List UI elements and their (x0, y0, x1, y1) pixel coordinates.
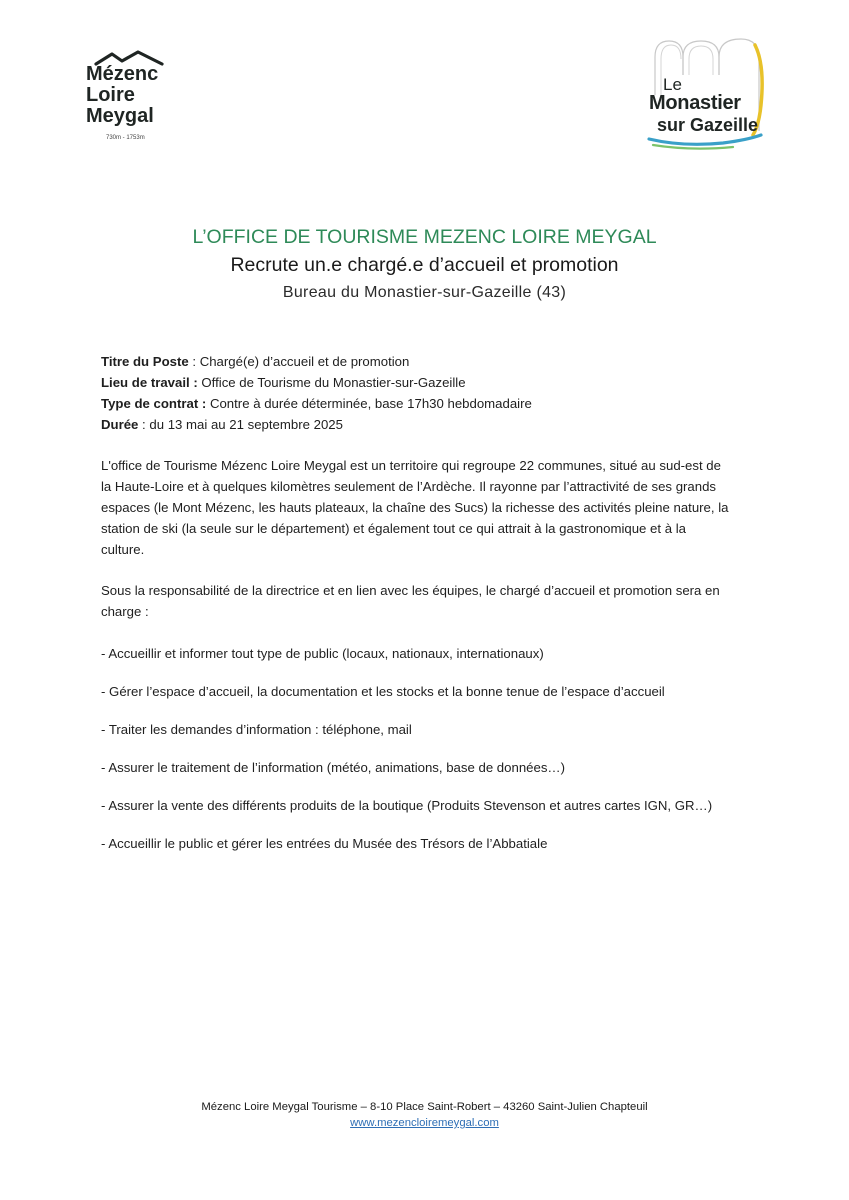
field-label: Titre du Poste (101, 354, 189, 369)
job-details (101, 351, 761, 435)
website-link[interactable]: www.mezencloiremeygal.com (350, 1117, 499, 1129)
office-location: Bureau du Monastier-sur-Gazeille (43) (282, 284, 567, 301)
paragraph-line: L'office de Tourisme Mézenc Loire Meygal est un territoire qui regroupe 22 communes, situé au sud-est de (101, 458, 721, 473)
field-row-duration (101, 414, 761, 435)
list-item: - Assurer la vente des différents produits de la boutique (Produits Stevenson et autres cartes IGN, GR…) (101, 798, 713, 813)
field-value: Chargé(e) d’accueil et de promotion (199, 354, 410, 369)
page-title: L’OFFICE DE TOURISME MEZENC LOIRE MEYGAL (192, 226, 657, 248)
paragraph-line: charge : (101, 604, 149, 619)
paragraph-line: espaces (le Mont Mézenc, les hauts plateaux, la chaîne des Sucs) la richesse des activités pleine nature, la (101, 500, 729, 515)
field-row-title (101, 351, 761, 372)
altitude-range: 730m - 1753m (106, 135, 145, 141)
paragraph-line: culture. (101, 542, 145, 557)
field-value: du 13 mai au 21 septembre 2025 (149, 417, 343, 432)
field-value: Office de Tourisme du Monastier-sur-Gazeille (201, 375, 466, 390)
list-item: - Assurer le traitement de l’information (météo, animations, base de données…) (101, 760, 565, 775)
logo-line-1: Mézenc (86, 63, 159, 85)
list-item: - Accueillir et informer tout type de public (locaux, nationaux, internationaux) (101, 646, 544, 661)
field-value: Contre à durée déterminée, base 17h30 hebdomadaire (209, 396, 532, 411)
list-item: - Accueillir le public et gérer les entrées du Musée des Trésors de l’Abbatiale (101, 836, 548, 851)
list-item: - Traiter les demandes d’information : téléphone, mail (101, 722, 412, 737)
field-label: Type de contrat : (101, 396, 207, 411)
logo-monastier: Monastier (649, 92, 741, 114)
paragraph-line: station de ski (la seule sur le département) et également tout ce qui attrait à la gastronomique et à la (101, 521, 686, 536)
logo-line-3: Meygal (86, 105, 154, 127)
footer-address: Mézenc Loire Meygal Tourisme – 8-10 Place Saint-Robert – 43260 Saint-Julien Chapteuil (201, 1101, 648, 1113)
logo-le: Le (663, 75, 682, 94)
field-row-location (101, 372, 761, 393)
field-row-contract (101, 393, 761, 414)
field-label: Lieu de travail : (101, 375, 198, 390)
le-monastier-logo (643, 35, 768, 151)
logo-sur-gazeille: sur Gazeille (657, 115, 759, 135)
intro-paragraph (101, 455, 761, 560)
field-sep: : (188, 354, 200, 369)
field-sep: : (138, 417, 150, 432)
paragraph-line: la Haute-Loire et à quelques kilomètres seulement de l’Ardèche. Il rayonne par l’attractivité de ses grands (101, 479, 717, 494)
paragraph-line: Sous la responsabilité de la directrice et en lien avec les équipes, le chargé d’accueil et promotion sera en (101, 583, 720, 598)
task-list (101, 643, 761, 871)
page-subtitle: Recrute un.e chargé.e d’accueil et promotion (230, 254, 619, 276)
footer (0, 1099, 849, 1131)
mezenc-loire-meygal-logo (84, 50, 184, 148)
logo-line-2: Loire (86, 84, 135, 106)
responsibility-paragraph (101, 580, 761, 622)
list-item: - Gérer l’espace d’accueil, la documentation et les stocks et la bonne tenue de l’espace d’accueil (101, 684, 665, 699)
field-label: Durée (101, 417, 139, 432)
